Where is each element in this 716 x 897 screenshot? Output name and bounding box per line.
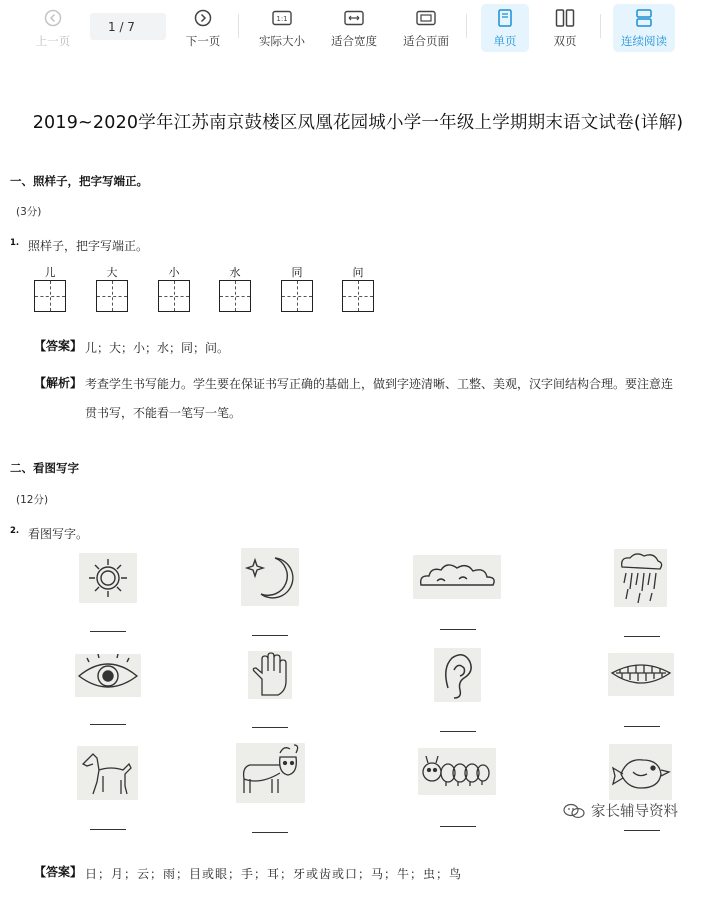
sun-drawing <box>79 553 137 603</box>
writing-grid-cell <box>219 280 251 312</box>
analysis-1-tag: 【解析】 <box>34 376 83 390</box>
answer-blank[interactable] <box>440 826 476 827</box>
answer-blank[interactable] <box>624 636 660 637</box>
toolbar-divider <box>238 14 239 38</box>
answer-blank[interactable] <box>624 830 660 831</box>
double-page-label: 双页 <box>553 34 577 48</box>
viewer-toolbar <box>0 0 716 56</box>
answer-blank[interactable] <box>440 731 476 732</box>
actual-size-icon <box>272 6 292 30</box>
section-2-points: (12分) <box>16 494 49 506</box>
double-page-icon <box>555 6 575 30</box>
teeth-drawing <box>608 653 674 696</box>
answer-blank[interactable] <box>440 629 476 630</box>
question-2-text: 看图写字。 <box>28 527 89 541</box>
writing-grid-cell <box>342 280 374 312</box>
rain-drawing <box>614 549 667 607</box>
single-page-button[interactable] <box>481 4 529 52</box>
continuous-reading-label: 连续阅读 <box>621 34 667 48</box>
horse-drawing <box>77 746 138 800</box>
question-1-number: 1. <box>10 238 20 248</box>
chevron-right-circle-icon <box>194 6 212 30</box>
analysis-1-line-1: 考查学生书写能力。学生要在保证书写正确的基础上，做到字迹清晰、工整、美观，汉字间结构合理。要注意连 <box>85 377 674 391</box>
continuous-reading-icon <box>635 6 653 30</box>
sample-character: 儿 <box>44 266 56 279</box>
answer-blank[interactable] <box>252 635 288 636</box>
toolbar-divider <box>600 14 601 38</box>
answer-1-text: 儿；大；小；水；同；问。 <box>85 341 230 355</box>
writing-grid-cell <box>96 280 128 312</box>
cloud-drawing <box>413 555 501 599</box>
answer-2-tag: 【答案】 <box>34 865 83 879</box>
writing-grid-cell <box>158 280 190 312</box>
svg-text:1:1: 1:1 <box>276 15 288 23</box>
fit-page-icon <box>416 6 436 30</box>
moon-drawing <box>241 548 299 606</box>
writing-grid-cell <box>34 280 66 312</box>
wechat-watermark <box>563 800 678 821</box>
continuous-reading-button[interactable] <box>613 4 675 52</box>
question-1-text: 照样子，把字写端正。 <box>28 239 149 253</box>
single-page-icon <box>497 6 513 30</box>
fit-page-button[interactable] <box>399 4 453 52</box>
next-page-button[interactable] <box>181 4 225 52</box>
ox-drawing <box>236 743 305 803</box>
chevron-left-circle-icon <box>44 6 62 30</box>
answer-blank[interactable] <box>624 726 660 727</box>
sample-character: 水 <box>229 266 241 279</box>
actual-size-label: 实际大小 <box>259 34 305 48</box>
page-number-input[interactable]: 1 / 7 <box>90 13 166 40</box>
writing-grid-cell <box>281 280 313 312</box>
answer-blank[interactable] <box>90 631 126 632</box>
next-page-label: 下一页 <box>185 34 221 48</box>
document-title: 2019~2020学年江苏南京鼓楼区凤凰花园城小学一年级上学期期末语文试卷(详解) <box>32 113 684 133</box>
hand-drawing <box>248 651 292 699</box>
section-2-heading: 二、看图写字 <box>10 461 79 475</box>
fit-page-label: 适合页面 <box>403 34 449 48</box>
single-page-label: 单页 <box>493 34 517 48</box>
answer-blank[interactable] <box>252 727 288 728</box>
answer-2-text: 日；月；云；雨；目或眼；手；耳；牙或齿或口；马；牛；虫；鸟 <box>85 867 463 881</box>
eye-drawing <box>75 654 141 697</box>
sample-character: 小 <box>168 266 180 279</box>
prev-page-button[interactable] <box>31 4 75 52</box>
fit-width-label: 适合宽度 <box>331 34 377 48</box>
fit-width-icon <box>344 6 364 30</box>
fit-width-button[interactable] <box>327 4 381 52</box>
caterpillar-drawing <box>418 748 496 795</box>
analysis-1-line-2: 贯书写，不能看一笔写一笔。 <box>85 406 242 420</box>
sample-character: 大 <box>106 266 118 279</box>
actual-size-button[interactable] <box>255 4 309 52</box>
watermark-text: 家长辅导资料 <box>591 804 678 820</box>
answer-blank[interactable] <box>252 832 288 833</box>
sample-character: 问 <box>352 266 364 279</box>
answer-1-tag: 【答案】 <box>34 339 83 353</box>
toolbar-divider <box>466 14 467 38</box>
answer-blank[interactable] <box>90 724 126 725</box>
ear-drawing <box>434 648 481 702</box>
answer-blank[interactable] <box>90 829 126 830</box>
wechat-icon <box>563 803 585 819</box>
question-2-number: 2. <box>10 526 20 536</box>
double-page-button[interactable] <box>542 4 588 52</box>
document-page <box>0 56 716 897</box>
section-1-heading: 一、照样子，把字写端正。 <box>10 174 148 188</box>
prev-page-label: 上一页 <box>35 34 71 48</box>
bird-drawing <box>609 744 672 800</box>
sample-character: 同 <box>291 266 303 279</box>
section-1-points: (3分) <box>16 206 42 218</box>
